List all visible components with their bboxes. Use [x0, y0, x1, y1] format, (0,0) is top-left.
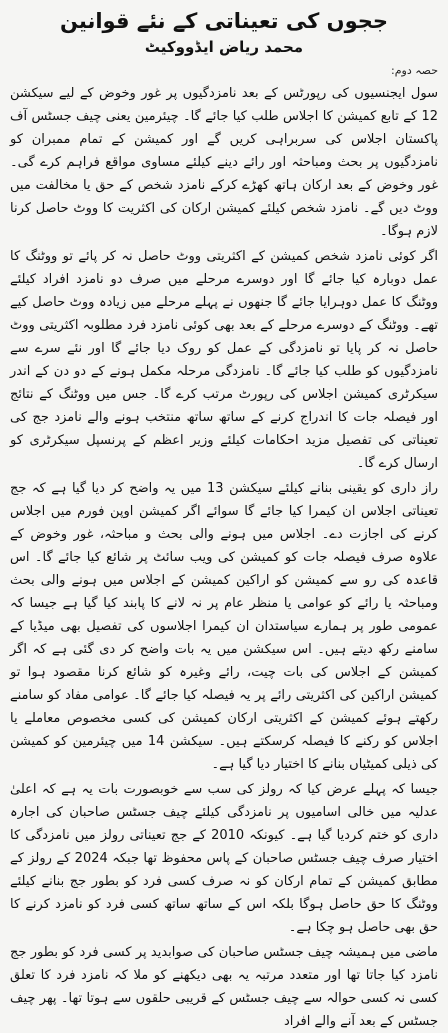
article-paragraph: اگر کوئی نامزد شخص کمیشن کے اکثریتی ووٹ حاصل نہ کر پائے تو ووٹنگ کا عمل دوبارہ کیا جائے گا اور دوسرے مرحلے میں صرف دو نامزد افراد کیلئے ووٹنگ کا عمل دوہرایا جائے گا جنھوں نے پہلے مرحلے میں زیادہ ووٹ حاصل کیے تھے۔ ووٹنگ کے دوسرے مرحلے کے بعد بھی کوئی نامزد فرد مطلوبہ اکثریتی ووٹ حاصل نہ کر پایا تو نامزدگی کے عمل کو روک دیا جائے گا اور نئے سرے سے نامزدگیوں کو طلب کیا جائے گا۔ نامزدگی مرحلہ مکمل ہونے کے دو دن کے اندر سیکرٹری کمیشن اجلاس کی رپورٹ مرتب کرے گا۔ جس میں ووٹنگ کے نتائج اور فیصلہ جات کا اندراج کرنے کے ساتھ ساتھ منتخب ہونے والے نامزد جج کی تعیناتی کی تفصیل مزید احکامات کیلئے وزیر اعظم کے پرنسپل سیکرٹری کو ارسال کرے گا۔	[10, 249, 438, 471]
article-paragraph: ماضی میں ہمیشہ چیف جسٹس صاحبان کی صوابدید پر کسی فرد کو بطور جج نامزد کیا جاتا تھا اور متعدد مرتبہ یہ بھی دیکھنے کو ملا کہ نامزد فرد کا تعلق کسی نہ کسی حوالہ سے چیف جسٹس کے قریبی حلقوں سے ہوتا تھا۔ پھر چیف جسٹس کے بعد آنے والے افراد	[10, 945, 438, 1029]
article-title: ججوں کی تعیناتی کے نئے قوانین	[59, 9, 389, 33]
article-paragraph: راز داری کو یقینی بنانے کیلئے سیکشن 13 میں یہ واضح کر دیا گیا ہے کہ جج تعیناتی اجلاس ان کیمرا کیا جائے گا سوائے اگر کمیشن اوپن فورم میں اجلاس کرنے کی اجازت دے۔ اجلاس میں ہونے والی بحث و مباحثہ، غور وخوض کے علاوہ صرف فیصلہ جات کو کمیشن کی ویب سائٹ پر شائع کیا جائے گا۔ اس قاعدہ کی رو سے کمیشن کو اراکین کمیشن کے اجلاس میں ہونے والی بحث ومباحثہ یا رائے کو عوامی یا منظر عام پر نہ لانے کا پابند کیا گیا ہے جیسا کہ عمومی طور پر ہمارے سیاستدان ان کیمرا اجلاسوں کی تفصیل بھی میڈیا کے سامنے رکھ دیتے ہیں۔ اس سیکشن میں یہ بات واضح کر دی گئی ہے کہ اگر کمیشن کے اجلاس کی بات چیت، رائے وغیرہ کو شائع کرنا مقصود ہوا تو کمیشن اراکین کی اکثریتی رائے پر یہ فیصلہ کیا جائے گا۔ عوامی مفاد کو سامنے رکھتے ہوئے کمیشن کے اکثریتی ارکان کمیشن کی کسی مخصوص معاملے یا اجلاس کو رکنے کا فیصلہ کرسکتے ہیں۔ سیکشن 14 میں چیئرمین کو کمیشن کی ذیلی کمیٹیاں بنانے کا اختیار دیا گیا ہے۔	[10, 481, 438, 772]
article-paragraph: سول ایجنسیوں کی رپورٹس کے بعد نامزدگیوں پر غور وخوض کے لیے سیکشن 12 کے تابع کمیشن کا اجلاس طلب کیا جائے گا۔ چیئرمین یعنی چیف جسٹس آف پاکستان اجلاس کی سربراہی کریں گے اور کمیشن کے تمام ممبران کو نامزدگیوں پر بحث ومباحثہ اور رائے دینے کیلئے مساوی مواقع فراہم کرے گی۔ غور وخوض کے بعد ارکان ہاتھ کھڑے کرکے نامزد شخص کے حق یا مخالفت میں ووٹ دیں گے۔ نامزد شخص کیلئے کمیشن ارکان کی اکثریت کا ووٹ حاصل کرنا لازم ہوگا۔	[10, 86, 438, 239]
article-paragraph: جیسا کہ پہلے عرض کیا کہ رولز کی سب سے خوبصورت بات یہ ہے کہ اعلیٰ عدلیہ میں خالی اسامیوں پر نامزدگی کیلئے چیف جسٹس صاحبان کی اجارہ داری کو ختم کردیا گیا ہے۔ کیونکہ 2010 کے جج تعیناتی رولز میں نامزدگی کا اختیار صرف چیف جسٹس صاحبان کے پاس محفوظ تھا جبکہ 2024 کے رولز کے مطابق کمیشن کے تمام ارکان کو نہ صرف کسی فرد کو بطور جج بنانے کیلئے ووٹنگ کا حق حاصل ہوگا بلکہ اس کے ساتھ ساتھ کسی فرد کو نامزد کرنے کا حق بھی حاصل ہو چکا ہے۔	[10, 782, 438, 935]
section-label: حصہ دوم:	[390, 64, 438, 77]
article-author: محمد ریاض ایڈووکیٹ	[144, 38, 304, 56]
